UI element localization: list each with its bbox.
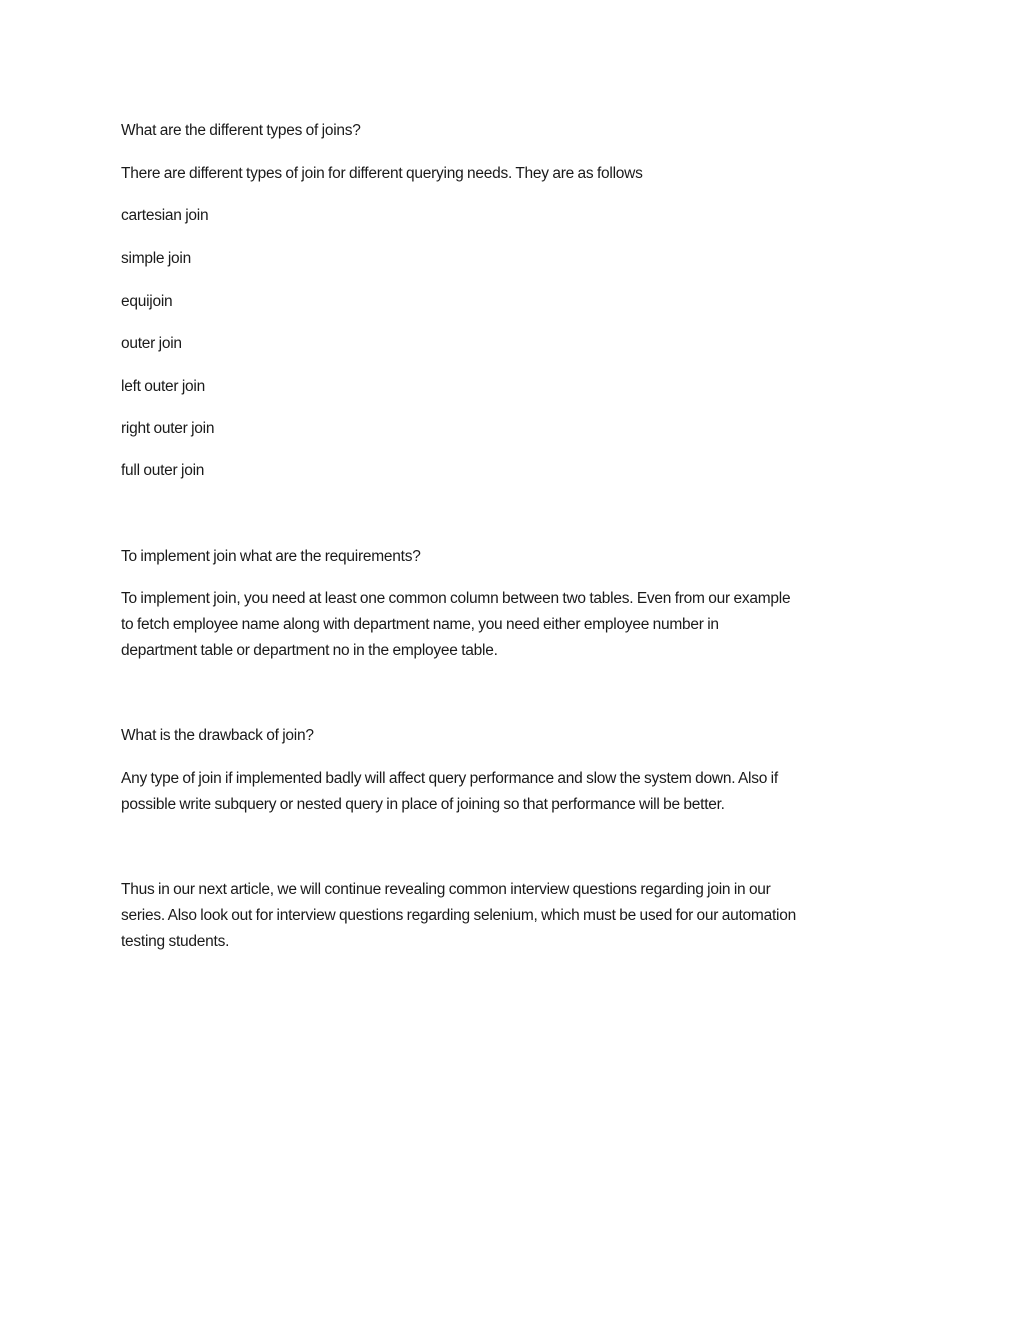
answer-line: to fetch employee name along with department name, you need either employee number in	[121, 616, 719, 633]
list-item: left outer join	[121, 378, 205, 395]
answer-line: To implement join, you need at least one common column between two tables. Even from our example	[121, 590, 791, 607]
answer-line: possible write subquery or nested query in place of joining so that performance will be better.	[121, 796, 725, 813]
question-heading: What are the different types of joins?	[121, 122, 361, 139]
answer-paragraph	[121, 766, 921, 818]
answer-line: Any type of join if implemented badly will affect query performance and slow the system down. Also if	[121, 770, 778, 787]
answer-line: department table or department no in the employee table.	[121, 642, 498, 659]
answer-paragraph: There are different types of join for different querying needs. They are as follows	[121, 165, 643, 182]
list-item: equijoin	[121, 293, 173, 310]
answer-paragraph	[121, 586, 921, 664]
closing-paragraph	[121, 877, 921, 955]
closing-line: series. Also look out for interview questions regarding selenium, which must be used for our automation	[121, 907, 796, 924]
question-heading: To implement join what are the requirements?	[121, 548, 421, 565]
list-item: outer join	[121, 335, 182, 352]
list-item: full outer join	[121, 462, 205, 479]
list-item: cartesian join	[121, 207, 209, 224]
closing-line: Thus in our next article, we will continue revealing common interview questions regarding join in our	[121, 881, 771, 898]
question-heading: What is the drawback of join?	[121, 727, 314, 744]
list-item: simple join	[121, 250, 191, 267]
list-item: right outer join	[121, 420, 215, 437]
closing-line: testing students.	[121, 933, 230, 950]
